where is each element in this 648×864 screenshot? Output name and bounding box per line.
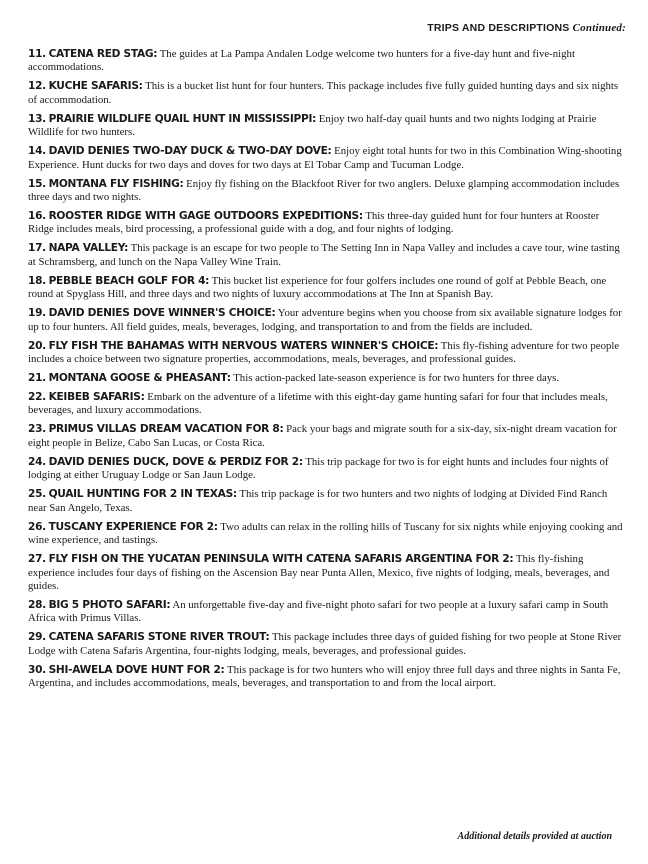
trip-item — [28, 48, 626, 75]
trip-name: BIG 5 PHOTO SAFARI: — [48, 598, 171, 611]
trip-description: This package includes three days of guided fishing for two people at Stone River Lodge with Catena Safaris Argentina, four-nights lodging, meals, beverages, and professional guides. — [28, 631, 622, 657]
trip-description: Enjoy fly fishing on the Blackfoot River for two anglers. Deluxe glamping accommodation includes three days and two nights. — [28, 177, 620, 204]
trip-description: Enjoy two half-day quail hunts and two nights lodging at Prairie Wildlife for two hunters. — [28, 112, 597, 139]
trip-name: DAVID DENIES DOVE WINNER'S CHOICE: — [48, 307, 276, 320]
trip-name: FLY FISH ON THE YUCATAN PENINSULA WITH CATENA SAFARIS ARGENTINA FOR 2: — [48, 553, 514, 566]
trip-name: DAVID DENIES DUCK, DOVE & PERDIZ FOR 2: — [48, 455, 303, 468]
trip-number: 27. — [28, 553, 46, 566]
trip-number: 30. — [28, 663, 46, 676]
trip-item — [28, 113, 626, 140]
trip-item — [28, 631, 626, 658]
trip-item — [28, 80, 626, 107]
trip-number: 13. — [28, 112, 46, 125]
trip-number: 19. — [28, 307, 46, 320]
trip-description: Pack your bags and migrate south for a six-day, six-night dream vacation for eight people in Belize, Cabo San Lucas, or Costa Rica. — [28, 423, 617, 449]
trip-name: MONTANA FLY FISHING: — [48, 177, 184, 190]
trip-number: 20. — [28, 339, 46, 352]
trip-description: This package is an escape for two people to The Setting Inn in Napa Valley and includes a cave tour, wine tasting at Schramsberg, and lunch on the Napa Valley Wine Train. — [28, 242, 620, 268]
footer-note: Additional details provided at auction — [457, 831, 612, 842]
trip-name: PRIMUS VILLAS DREAM VACATION FOR 8: — [48, 423, 284, 436]
trip-name: CATENA SAFARIS STONE RIVER TROUT: — [48, 631, 270, 644]
trip-item — [28, 423, 626, 450]
trip-description: Your adventure begins when you choose from six available signature lodges for up to four hunters. All field guides, meals, beverages, lodging, and transportation to and from the fields are included. — [28, 307, 622, 333]
trip-item — [28, 599, 626, 626]
trip-description: This is a bucket list hunt for four hunters. This package includes five fully guided hunting days and six nights of accommodation. — [28, 80, 619, 106]
trip-description: This fly-fishing adventure for two people includes a choice between two signature properties, accommodations, meals, beverages, and professional guides. — [28, 339, 620, 366]
trip-item — [28, 372, 626, 385]
trip-number: 21. — [28, 372, 46, 385]
trip-name: KUCHE SAFARIS: — [48, 80, 143, 93]
trip-item — [28, 178, 626, 205]
header-title: TRIPS AND DESCRIPTIONS — [427, 22, 570, 34]
trip-name: PRAIRIE WILDLIFE QUAIL HUNT IN MISSISSIPPI: — [48, 112, 317, 125]
trip-item — [28, 521, 626, 548]
trip-number: 14. — [28, 145, 46, 158]
trip-name: CATENA RED STAG: — [48, 48, 158, 60]
trip-description: An unforgettable five-day and five-night photo safari for two people at a luxury safari camp in South Africa with Primus Villas. — [28, 598, 609, 625]
trip-description: This bucket list experience for four golfers includes one round of golf at Pebble Beach, one round at Spyglass Hill, and three days and two nights of luxury accommodations at The Inn at Spanish Bay. — [28, 274, 607, 301]
trip-name: PEBBLE BEACH GOLF FOR 4: — [48, 274, 210, 287]
trip-name: ROOSTER RIDGE WITH GAGE OUTDOORS EXPEDITIONS: — [48, 210, 363, 223]
trip-number: 25. — [28, 488, 46, 501]
trip-list — [28, 48, 626, 696]
trip-item — [28, 488, 626, 515]
trip-description: This trip package for two is for eight hunts and includes four nights of lodging at either Uruguay Lodge or San Jaun Lodge. — [28, 455, 609, 482]
trip-description: This action-packed late-season experience is for two hunters for three days. — [233, 372, 560, 385]
trip-name: QUAIL HUNTING FOR 2 IN TEXAS: — [48, 488, 237, 501]
trip-item — [28, 145, 626, 172]
trip-item — [28, 456, 626, 483]
trip-item — [28, 664, 626, 691]
trip-number: 26. — [28, 520, 46, 533]
trip-name: DAVID DENIES TWO-DAY DUCK & TWO-DAY DOVE: — [48, 145, 332, 158]
trip-item — [28, 242, 626, 269]
trip-description: This three-day guided hunt for four hunters at Rooster Ridge includes meals, bird processing, a professional guide with a dog, and four nights of lodging. — [28, 210, 600, 236]
trip-number: 24. — [28, 455, 46, 468]
trip-number: 18. — [28, 274, 46, 287]
trip-description: This fly-fishing experience includes four days of fishing on the Ascension Bay near Punta Allen, Mexico, five nights of lodging, meals, beverages, and guides. — [28, 553, 610, 592]
trip-number: 12. — [28, 80, 46, 93]
trip-item — [28, 307, 626, 334]
trip-number: 17. — [28, 242, 46, 255]
trip-description: The guides at La Pampa Andalen Lodge welcome two hunters for a five-day hunt and five-night accommodations. — [28, 48, 575, 74]
trip-name: FLY FISH THE BAHAMAS WITH NERVOUS WATERS WINNER'S CHOICE: — [48, 339, 439, 352]
trip-number: 11. — [28, 48, 46, 60]
trip-description: Embark on the adventure of a lifetime with this eight-day game hunting safari for four that includes meals, beverages, and luxury accommodations. — [28, 391, 608, 417]
trip-number: 22. — [28, 391, 46, 404]
trip-name: SHI-AWELA DOVE HUNT FOR 2: — [48, 663, 225, 676]
trip-name: NAPA VALLEY: — [48, 242, 129, 255]
trip-item — [28, 210, 626, 237]
trip-number: 28. — [28, 598, 46, 611]
trip-description: This package is for two hunters who will enjoy three full days and three nights in Santa Fe, Argentina, and includes accommodations, meals, beverages, and transportation to and from the local airport. — [28, 663, 621, 690]
trip-item — [28, 391, 626, 418]
trip-item — [28, 340, 626, 367]
trip-name: KEIBEB SAFARIS: — [48, 391, 145, 404]
trip-number: 23. — [28, 423, 46, 436]
trip-description: Two adults can relax in the rolling hills of Tuscany for six nights while enjoying cooking and wine experience, and tastings. — [28, 520, 623, 547]
trip-description: This trip package is for two hunters and two nights of lodging at Divided Find Ranch near San Angelo, Texas. — [28, 488, 608, 514]
trip-item — [28, 275, 626, 302]
trip-number: 29. — [28, 631, 46, 644]
trip-description: Enjoy eight total hunts for two in this Combination Wing-shooting Experience. Hunt ducks for two days and doves for two days at El Tobar Camp and Tucuman Lodge. — [28, 145, 622, 171]
trip-item — [28, 553, 626, 593]
header-continued: Continued: — [572, 22, 626, 34]
page-header — [427, 22, 626, 34]
trip-number: 15. — [28, 177, 46, 190]
trip-number: 16. — [28, 210, 46, 223]
trip-name: TUSCANY EXPERIENCE FOR 2: — [48, 520, 218, 533]
trip-name: MONTANA GOOSE & PHEASANT: — [48, 372, 231, 385]
